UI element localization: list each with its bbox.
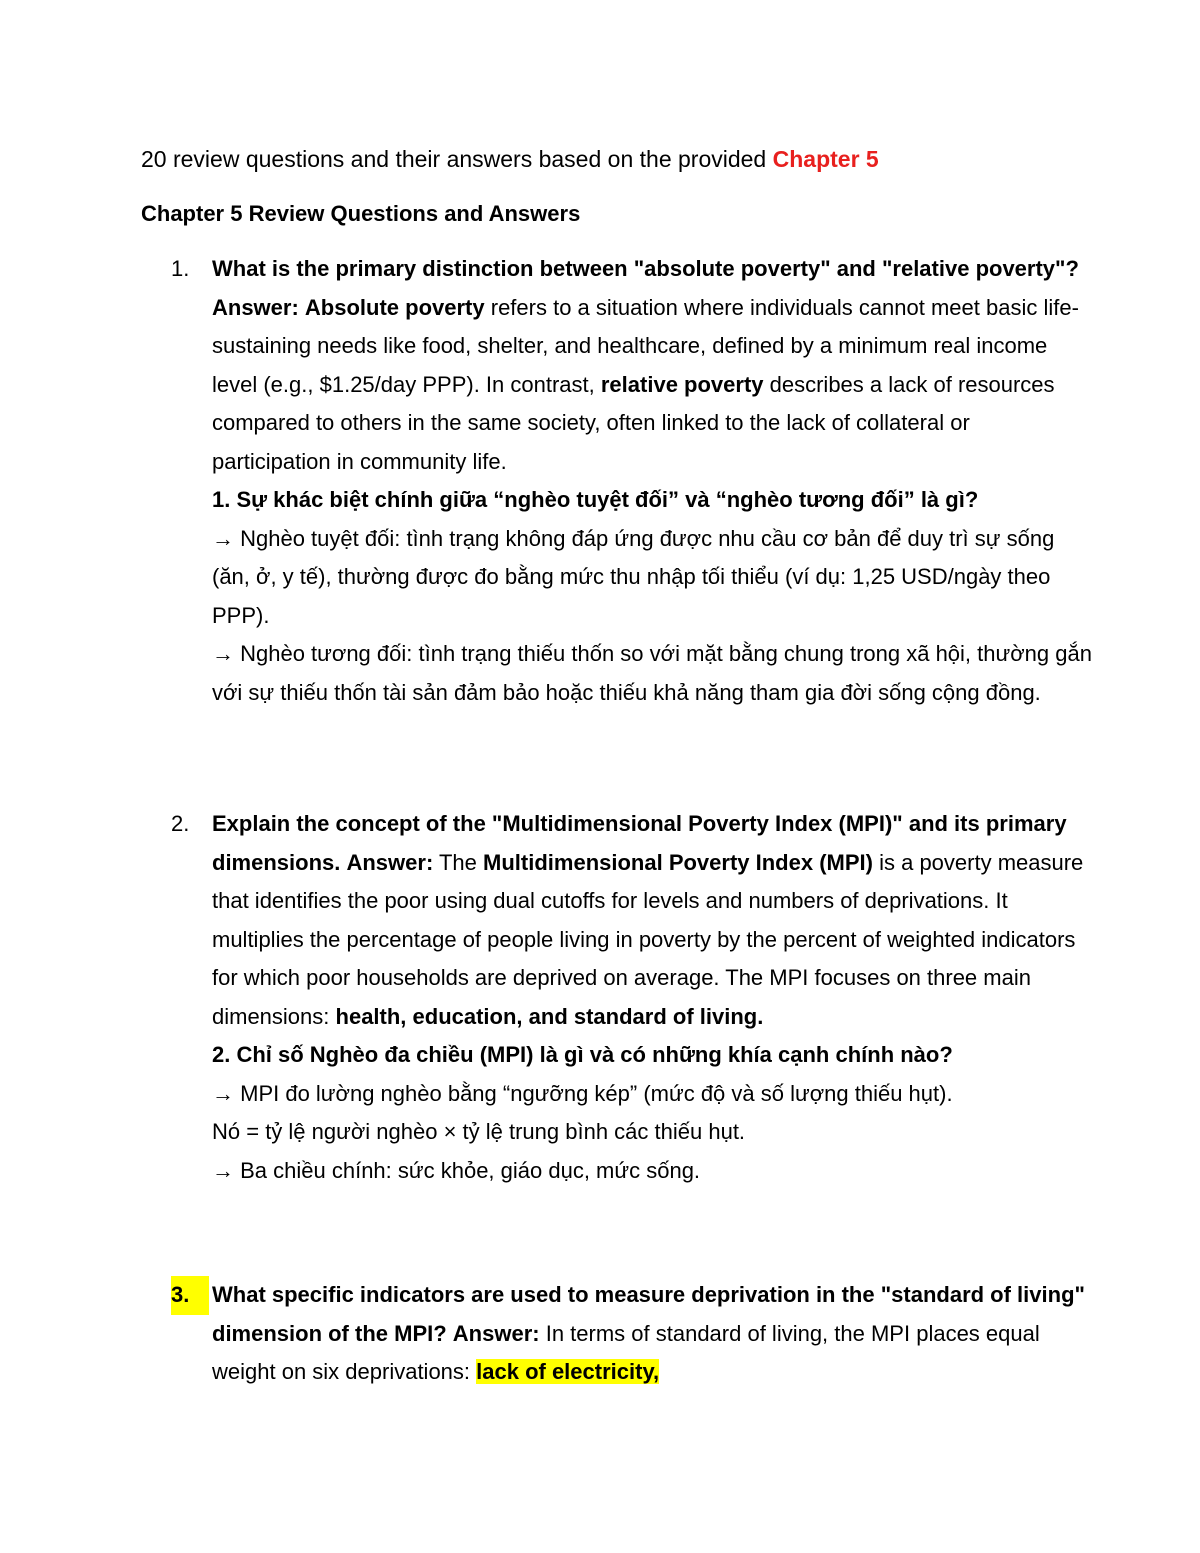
item-number: 1. bbox=[171, 256, 190, 281]
vi-answer-line: → Nghèo tuyệt đối: tình trạng không đáp ứng được nhu cầu cơ bản để duy trì sự sống (ăn, ở, y tế), thường được đo bằng mức thu nhập tối thiểu (ví dụ: 1,25 USD/ngày theo PPP). bbox=[212, 525, 1055, 628]
vi-question: 1. Sự khác biệt chính giữa “nghèo tuyệt đối” và “nghèo tương đối” là gì? bbox=[212, 487, 979, 512]
question-text: Explain the concept of the "Multidimensional Poverty Index (MPI)" and its primary dimensions. bbox=[212, 811, 1067, 875]
question-answer-vi bbox=[212, 481, 1092, 712]
answer-label: Answer: bbox=[212, 294, 299, 320]
answer-term: Multidimensional Poverty Index (MPI) bbox=[483, 849, 873, 875]
answer-text: In terms of standard of living, the MPI places equal weight on six deprivations: bbox=[212, 1320, 1040, 1384]
answer-term: health, education, and standard of living. bbox=[335, 1003, 764, 1029]
question-answer-en bbox=[212, 805, 1092, 1036]
vi-answer-line: → Nghèo tương đối: tình trạng thiếu thốn so với mặt bằng chung trong xã hội, thường gắn với sự thiếu thốn tài sản đảm bảo hoặc thiếu khả năng tham gia đời sống cộng đồng. bbox=[212, 641, 1092, 705]
answer-text: is a poverty measure that identifies the poor using dual cutoffs for levels and numbers of deprivations. It multiplies the percentage of people living in poverty by the percent of weighted indicators for which poor households are deprived on average. The MPI focuses on three main dimensions: bbox=[212, 849, 1084, 1029]
question-item-1 bbox=[171, 250, 1092, 712]
question-answer-en bbox=[212, 1276, 1092, 1392]
page-title: Chapter 5 Review Questions and Answers bbox=[141, 201, 581, 226]
question-answer-vi bbox=[212, 1036, 1092, 1190]
answer-term: Absolute poverty bbox=[304, 294, 485, 320]
item-number: 2. bbox=[171, 811, 190, 836]
vi-question: 2. Chỉ số Nghèo đa chiều (MPI) là gì và có những khía cạnh chính nào? bbox=[212, 1042, 953, 1067]
answer-text: refers to a situation where individuals cannot meet basic life-sustaining needs like food, shelter, and healthcare, defined by a minimum real income level (e.g., $1.25/day PPP). In contrast, bbox=[212, 294, 1079, 397]
question-answer-en bbox=[212, 250, 1092, 481]
vi-answer-line: → Ba chiều chính: sức khỏe, giáo dục, mức sống. bbox=[212, 1157, 701, 1183]
intro-line bbox=[141, 140, 1091, 178]
answer-text: describes a lack of resources compared to others in the same society, often linked to the lack of collateral or participation in community life. bbox=[212, 371, 1055, 474]
answer-term: relative poverty bbox=[600, 371, 764, 397]
intro-chapter-highlight: Chapter 5 bbox=[772, 146, 879, 172]
question-item-3 bbox=[171, 1276, 1092, 1392]
answer-label: Answer: bbox=[346, 849, 434, 875]
intro-text: 20 review questions and their answers based on the provided bbox=[141, 146, 773, 172]
vi-answer-line: Nó = tỷ lệ người nghèo × tỷ lệ trung bình các thiếu hụt. bbox=[212, 1119, 746, 1144]
question-text: What specific indicators are used to measure deprivation in the "standard of living" dimension of the MPI? bbox=[212, 1282, 1085, 1346]
item-number-highlighted: 3. bbox=[171, 1276, 209, 1315]
answer-text: The bbox=[433, 849, 484, 875]
question-text: What is the primary distinction between "absolute poverty" and "relative poverty"? bbox=[212, 256, 1079, 281]
highlighted-term: lack of electricity, bbox=[476, 1359, 660, 1384]
question-item-2 bbox=[171, 805, 1092, 1190]
answer-label: Answer: bbox=[452, 1320, 540, 1346]
vi-answer-line: → MPI đo lường nghèo bằng “ngưỡng kép” (mức độ và số lượng thiếu hụt). bbox=[212, 1080, 953, 1106]
